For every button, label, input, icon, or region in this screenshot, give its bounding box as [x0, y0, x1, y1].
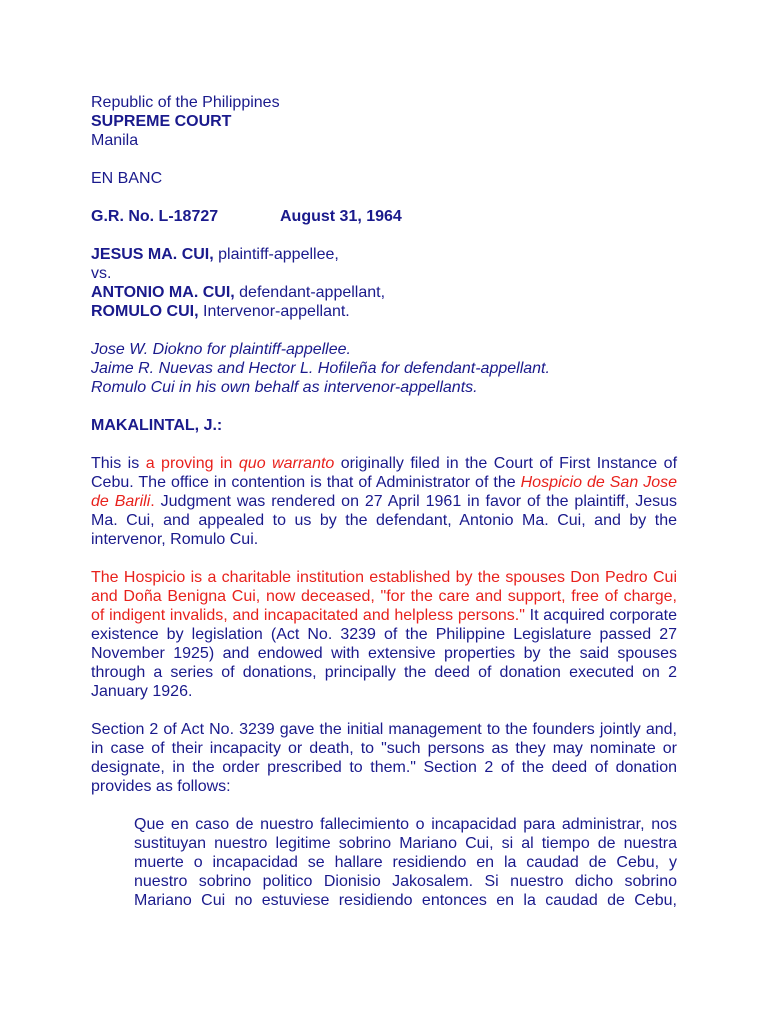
- intervenor-role: Intervenor-appellant.: [198, 303, 350, 320]
- para1-text: quo warranto: [238, 455, 335, 472]
- republic-line: Republic of the Philippines: [91, 94, 280, 111]
- para2-text: It acquired corporate existence by legislation (Act No. 3239 of the Philippine Legislature passed 27 November 1925) and endowed with extensive properties by the said spouses through a series of donations, principally the deed of donation executed on 2 January 1926.: [91, 607, 677, 700]
- defendant-name: ANTONIO MA. CUI,: [91, 284, 235, 301]
- plaintiff-role: plaintiff-appellee,: [213, 246, 339, 263]
- paragraph-1: [91, 454, 677, 549]
- court-header: [91, 93, 677, 150]
- parties: [91, 245, 677, 321]
- decision-date: August 31, 1964: [280, 208, 402, 225]
- paragraph-2: [91, 568, 677, 701]
- quote-line: muerte o incapacidad se hallare residiendo en la caudad de Cebu, y: [134, 854, 677, 871]
- counsel-line: Jose W. Diokno for plaintiff-appellee.: [91, 341, 351, 358]
- para1-text: originally filed in the Court of First Instance of Cebu. The office in contention is that of Administrator of the: [91, 455, 678, 491]
- para1-text: a proving in: [145, 455, 239, 472]
- para1-text: Hospicio de San Jose de Barili: [91, 474, 678, 510]
- quote-line: Mariano Cui no estuviese residiendo entonces en la caudad de Cebu,: [134, 892, 677, 909]
- para1-text: .: [150, 493, 155, 510]
- intervenor-line: [91, 302, 677, 321]
- defendant-role: defendant-appellant,: [234, 284, 386, 301]
- counsel-line: Romulo Cui in his own behalf as intervenor-appellants.: [91, 379, 478, 396]
- quote-line: Que en caso de nuestro fallecimiento o incapacidad para administrar, nos: [134, 816, 677, 833]
- quote-line: nuestro sobrino politico Dionisio Jakosalem. Si nuestro dicho sobrino: [134, 873, 677, 890]
- intervenor-name: ROMULO CUI,: [91, 303, 199, 320]
- versus: vs.: [91, 265, 112, 282]
- paragraph-3: Section 2 of Act No. 3239 gave the initial management to the founders jointly and, in case of their incapacity or death, to "such persons as they may nominate or designate, in the order prescribed to them." Section 2 of the deed of donation provides as follows:: [91, 721, 677, 795]
- defendant-line: [91, 283, 677, 302]
- para2-text: The Hospicio is a charitable institution established by the spouses Don Pedro Cui and Doña Benigna Cui, now deceased, "for the care and support, free of charge, of indigent invalids, and incapacitated and helpless persons.": [91, 569, 677, 624]
- para1-text: Judgment was rendered on 27 April 1961 in favor of the plaintiff, Jesus Ma. Cui, and appealed to us by the defendant, Antonio Ma. Cui, and by the intervenor, Romulo Cui.: [91, 493, 677, 548]
- court-city: Manila: [91, 132, 139, 149]
- plaintiff-line: [91, 245, 677, 264]
- counsel-line: Jaime R. Nuevas and Hector L. Hofileña for defendant-appellant.: [91, 360, 550, 377]
- ponente: MAKALINTAL, J.:: [91, 417, 223, 434]
- plaintiff-name: JESUS MA. CUI,: [91, 246, 214, 263]
- case-number-line: [91, 207, 677, 226]
- court-name: SUPREME COURT: [91, 113, 232, 130]
- counsel-list: [91, 340, 677, 397]
- block-quote: [134, 815, 677, 910]
- division-line: EN BANC: [91, 170, 163, 187]
- gr-number: G.R. No. L-18727: [91, 208, 219, 225]
- quote-line: sustituyan nuestro legitime sobrino Mariano Cui, si al tiempo de nuestra: [134, 835, 677, 852]
- para1-text: This is: [91, 455, 146, 472]
